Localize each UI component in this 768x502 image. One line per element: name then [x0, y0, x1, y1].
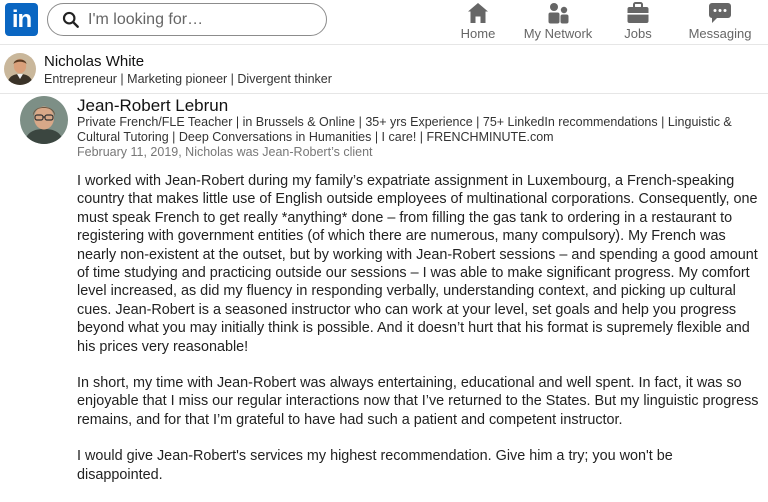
search-icon	[62, 11, 80, 29]
viewer-name[interactable]: Nicholas White	[44, 53, 145, 70]
nav-my-network-label: My Network	[523, 26, 593, 41]
nav-messaging-label: Messaging	[688, 26, 752, 41]
recommendation-paragraph: I would give Jean-Robert's services my highest recommendation. Give him a try; you won't be disappointed.	[77, 448, 673, 483]
top-nav-bar	[0, 0, 768, 45]
person-photo-icon	[20, 96, 68, 144]
nav-jobs-label: Jobs	[624, 26, 652, 41]
network-icon	[546, 2, 570, 24]
nav-jobs[interactable]	[616, 0, 660, 44]
recommendation-author-headline: Private French/FLE Teacher | in Brussels & Online | 35+ yrs Experience | 75+ LinkedIn recommendations | Linguistic & Cultural Tutoring | Deep Conversations in Humanities | I care! | FRENCHMINUTE.com	[77, 115, 732, 144]
briefcase-icon	[626, 2, 650, 24]
viewer-headline: Entrepreneur | Marketing pioneer | Divergent thinker	[44, 72, 332, 86]
linkedin-logo-icon[interactable]: in	[5, 3, 38, 36]
recommendation-author-avatar[interactable]	[20, 96, 68, 144]
viewer-profile-strip	[0, 45, 768, 94]
viewer-avatar[interactable]	[4, 53, 36, 85]
nav-home[interactable]	[454, 0, 502, 44]
person-photo-icon	[4, 53, 36, 85]
recommendation-text	[77, 172, 762, 502]
recommendation-meta: February 11, 2019, Nicholas was Jean-Robert’s client	[77, 145, 373, 159]
recommendation-author-name[interactable]: Jean-Robert Lebrun	[77, 96, 229, 115]
search-input[interactable]	[88, 9, 313, 31]
home-icon	[466, 2, 490, 24]
recommendation-paragraph: In short, my time with Jean-Robert was always entertaining, educational and well spent. In fact, it was so enjoyable that I miss our regular interactions now that I’ve returned to the States. But my linguistic progress remains, and for that I’m grateful to have had such a patient and competent instructor.	[77, 375, 759, 428]
search-box[interactable]	[47, 3, 327, 36]
messaging-icon	[708, 2, 732, 24]
recommendation-paragraph: I worked with Jean-Robert during my family’s expatriate assignment in Luxembourg, a French-speaking country that makes little use of English outside employees of multinational corporations. Consequently, one must speak French to get really *anything* done – from filling the gas tank to ordering in a restaurant to registering with government entities (of which there are numerous, many compulsory). My French was nearly non-existent at the outset, but by working with Jean-Robert sessions – and spending a good amount of time studying and practicing outside our sessions – I was able to make significant progress. My comfort level increased, as did my fluency in responding verbally, understanding context, and picking up cultural cues. Jean-Robert is a seasoned instructor who can work at your level, set goals and help you progress beyond what you may initially think is possible. And it doesn’t hurt that his format is supremely flexible and his prices very reasonable!	[77, 173, 758, 355]
nav-home-label: Home	[460, 26, 496, 41]
nav-messaging[interactable]	[688, 0, 752, 44]
nav-my-network[interactable]	[522, 0, 594, 44]
